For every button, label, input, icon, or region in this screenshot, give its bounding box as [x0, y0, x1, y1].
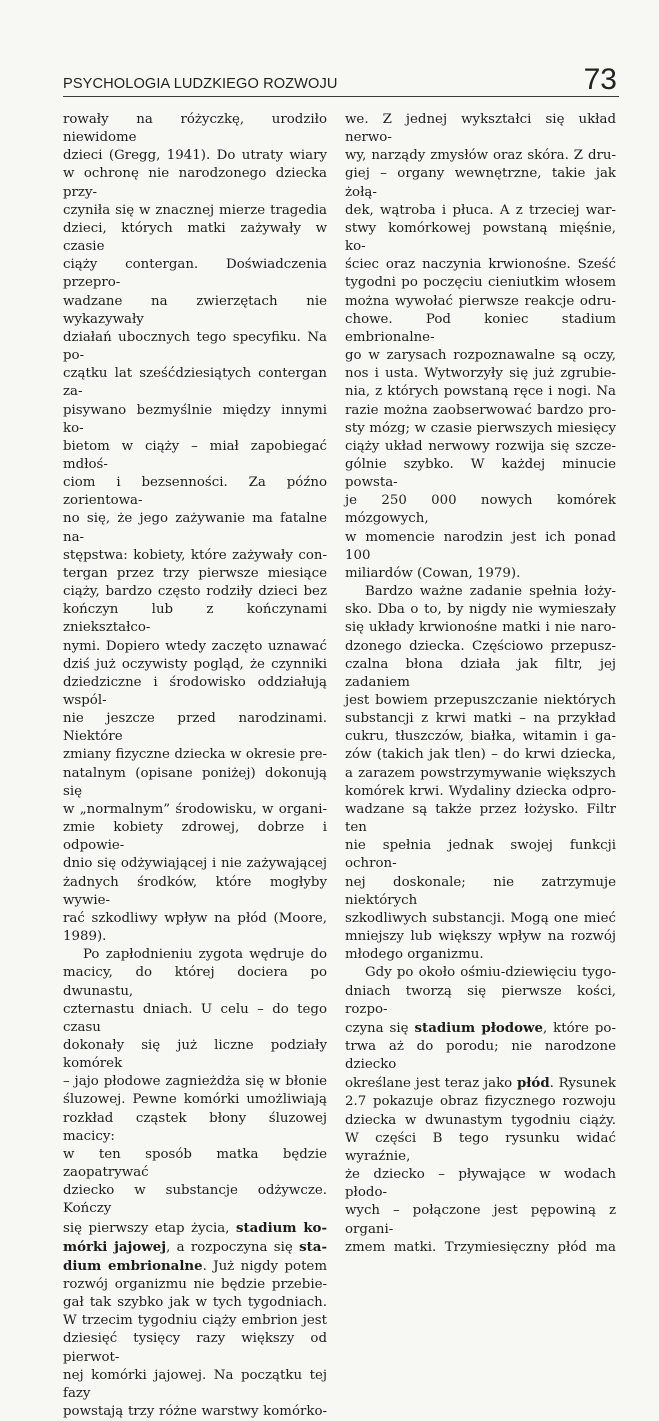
text-line: dzonego dziecka. Częściowo przepusz-	[345, 638, 616, 654]
text-line: działań ubocznych tego specyfiku. Na po-	[63, 329, 327, 364]
text-line: dzieci, których matki zażywały w czasie	[63, 220, 327, 255]
text-line: dziś już oczywisty pogląd, że czynniki	[63, 656, 327, 672]
text-span: . Rysunek	[549, 1076, 616, 1092]
text-span: , które po-	[542, 1020, 616, 1036]
text-line: nymi. Dopiero wtedy zaczęto uznawać	[63, 638, 327, 654]
text-line: Po zapłodnieniu zygota wędruje do	[83, 947, 327, 963]
text-line: W części B tego rysunku widać wyraźnie,	[345, 1130, 616, 1164]
text-line: wych – połączone jest pępowiną z organi-	[345, 1203, 616, 1237]
text-line: cukru, tłuszczów, białka, witamin i ga-	[345, 729, 616, 745]
text-line: nej doskonale; nie zatrzymuje niektórych	[345, 874, 616, 908]
text-line: we. Z jednej wykształci się układ nerwo-	[345, 112, 616, 146]
text-line: śluzowej. Pewne komórki umożliwiają	[63, 1092, 327, 1108]
text-line: dziecka w dwunastym tygodniu ciąży.	[345, 1112, 616, 1128]
page-number: 73	[583, 63, 617, 96]
text-line: jest bowiem przepuszczanie niektórych	[345, 693, 616, 708]
text-line: pisywano bezmyślnie między innymi ko-	[63, 402, 327, 436]
text-line: dzieci (Gregg, 1941). Do utraty wiary	[63, 148, 327, 164]
right-column	[345, 111, 616, 1257]
text-line	[63, 1238, 327, 1257]
text-line: stwy komórkowej powstaną mięśnie, ko-	[345, 220, 616, 255]
text-line: 2.7 pokazuje obraz fizycznego rozwoju	[345, 1094, 616, 1110]
text-line: zmem matki. Trzymiesięczny płód ma	[345, 1239, 616, 1255]
text-line: zmie kobiety zdrowej, dobrze i odpowie-	[63, 820, 327, 854]
text-line: w ochronę nie narodzonego dziecka przy-	[63, 166, 327, 200]
text-line: czyniła się w znacznej mierze tragedia	[63, 202, 327, 218]
text-line: komórek krwi. Wydaliny dziecka odpro-	[345, 783, 616, 799]
text-line: nie spełnia jednak swojej funkcji ochron-	[345, 838, 616, 872]
text-span: , a rozpoczyna się	[166, 1239, 293, 1255]
text-line: rozwój organizmu nie będzie przebie-	[63, 1277, 327, 1292]
text-line: rozkład cząstek błony śluzowej macicy:	[63, 1110, 327, 1144]
text-line: czternastu dniach. U celu – do tego czasu	[63, 1001, 327, 1035]
text-line	[345, 1019, 616, 1038]
text-line: tygodni po poczęciu cieniutkim włosem	[345, 275, 616, 291]
key-term: płód	[516, 1075, 550, 1092]
text-line: dziecko w substancje odżywcze. Kończy	[63, 1183, 327, 1217]
text-line: a zarazem powstrzymywanie większych	[345, 765, 616, 781]
text-line: bietom w ciąży – miał zapobiegać mdłoś-	[63, 438, 327, 472]
text-line: ciąży układ nerwowy rozwija się szcze-	[345, 438, 616, 454]
page-header	[63, 63, 619, 96]
text-line	[63, 1219, 327, 1238]
text-line: miliardów (Cowan, 1979).	[345, 565, 521, 581]
text-line: dnio się odżywiającej i nie zażywającej	[63, 856, 327, 872]
text-line: nia, z których powstaną ręce i nogi. Na	[345, 384, 616, 400]
text-line: je 250 000 nowych komórek mózgowych,	[345, 493, 616, 527]
text-line: wy, narządy zmysłów oraz skóra. Z dru-	[345, 148, 616, 164]
text-line: dziesięć tysięcy razy większy od pierwot-	[63, 1331, 327, 1365]
text-line: ciąży contergan. Doświadczenia przepro-	[63, 257, 327, 291]
text-line: dokonały się już liczne podziały komórek	[63, 1037, 327, 1072]
text-line: sty mózg; w czasie pierwszych miesięcy	[345, 420, 616, 436]
key-term: stadium ko-	[235, 1219, 327, 1236]
key-term: sta-	[299, 1238, 327, 1255]
text-span: określane jest teraz jako	[345, 1076, 513, 1092]
text-line: ciom i bezsenności. Za późno zorientowa-	[63, 475, 327, 509]
text-line: szkodliwych substancji. Mogą one mieć	[345, 910, 616, 926]
text-line: chowe. Pod koniec stadium embrionalne-	[345, 311, 616, 345]
text-line: czalna błona działa jak filtr, jej zadaniem	[345, 656, 616, 690]
text-line: żadnych środków, które mogłyby wywie-	[63, 874, 327, 908]
key-term: stadium płodowe	[414, 1019, 543, 1036]
text-line: rowały na różyczkę, urodziło niewidome	[63, 112, 327, 146]
text-line: natalnym (opisane poniżej) dokonują się	[63, 765, 327, 799]
text-line: mniejszy lub większy wpływ na rozwój	[345, 929, 616, 945]
text-line: 1989).	[63, 929, 107, 945]
text-line: czątku lat sześćdziesiątych contergan za-	[63, 366, 327, 400]
text-line: giej – organy wewnętrzne, takie jak żołą-	[345, 166, 616, 200]
text-line: tergan przez trzy pierwsze miesiące	[63, 565, 327, 581]
text-line: młodego organizmu.	[345, 947, 484, 963]
text-line: w ten sposób matka będzie zaopatrywać	[63, 1146, 327, 1181]
text-line: no się, że jego zażywanie ma fatalne na-	[63, 511, 327, 545]
text-span: . Już nigdy potem	[202, 1258, 327, 1274]
text-line: dniach tworzą się pierwsze kości, rozpo-	[345, 983, 616, 1017]
text-line: gał tak szybko jak w tych tygodniach.	[63, 1295, 327, 1311]
text-line: zów (takich jak tlen) – do krwi dziecka,	[345, 747, 616, 763]
text-line: substancji z krwi matki – na przykład	[345, 711, 616, 727]
text-line: razie można zaobserwować bardzo pro-	[345, 402, 616, 418]
text-line: ściec oraz naczynia krwionośne. Sześć	[345, 257, 616, 273]
text-line: sko. Dba o to, by nigdy nie wymieszały	[345, 602, 616, 618]
text-line: macicy, do której dociera po dwunastu,	[63, 965, 327, 999]
text-line: nos i usta. Wytworzyły się już zgrubie-	[345, 366, 616, 382]
text-line: w momencie narodzin jest ich ponad 100	[345, 529, 616, 563]
text-line: wadzane są także przez łożysko. Filtr ten	[345, 801, 616, 836]
text-line: go w zarysach rozpoznawalne są oczy,	[345, 348, 616, 364]
text-line: w „normalnym” środowisku, w organi-	[63, 801, 327, 817]
text-line: – jajo płodowe zagnieżdża się w błonie	[63, 1074, 327, 1090]
text-line: ciąży, bardzo często rodziły dzieci bez	[63, 584, 327, 600]
text-line: W trzecim tygodniu ciąży embrion jest	[63, 1313, 327, 1329]
running-title: PSYCHOLOGIA LUDZKIEGO ROZWOJU	[63, 76, 338, 92]
text-line: można wywołać pierwsze reakcje odru-	[345, 293, 616, 309]
text-line: że dziecko – pływające w wodach płodo-	[345, 1167, 616, 1201]
text-span: się pierwszy etap życia,	[63, 1220, 230, 1236]
text-line	[63, 1257, 327, 1276]
text-line: zmiany fizyczne dziecka w okresie pre-	[63, 747, 327, 763]
text-line: nej komórki jajowej. Na początku tej fazy	[63, 1367, 327, 1401]
text-line: dziedziczne i środowisko oddziałują wspól-	[63, 674, 327, 708]
header-rule	[63, 96, 619, 97]
text-line	[345, 1074, 616, 1093]
text-line: Gdy po około ośmiu-dziewięciu tygo-	[365, 965, 616, 981]
key-term: mórki jajowej	[63, 1238, 167, 1255]
text-line: wadzane na zwierzętach nie wykazywały	[63, 293, 327, 327]
text-line: dek, wątroba i płuca. A z trzeciej war-	[345, 202, 616, 218]
text-line: nie jeszcze przed narodzinami. Niektóre	[63, 711, 327, 745]
text-span: czyna się	[345, 1020, 409, 1036]
text-line: trwa aż do porodu; nie narodzone dziecko	[345, 1038, 616, 1073]
text-line: się układy krwionośne matki i nie naro-	[345, 620, 616, 636]
text-line: stępstwa: kobiety, które zażywały con-	[63, 547, 327, 563]
left-column	[63, 111, 327, 1421]
text-line: gólnie szybko. W każdej minucie powsta-	[345, 456, 616, 491]
text-line: Bardzo ważne zadanie spełnia łoży-	[365, 584, 616, 600]
text-line: powstają trzy różne warstwy komórko-	[63, 1404, 327, 1420]
text-line: rać szkodliwy wpływ na płód (Moore,	[63, 910, 327, 926]
key-term: dium embrionalne	[63, 1257, 203, 1274]
text-line: kończyn lub z kończynami zniekształco-	[63, 602, 327, 636]
